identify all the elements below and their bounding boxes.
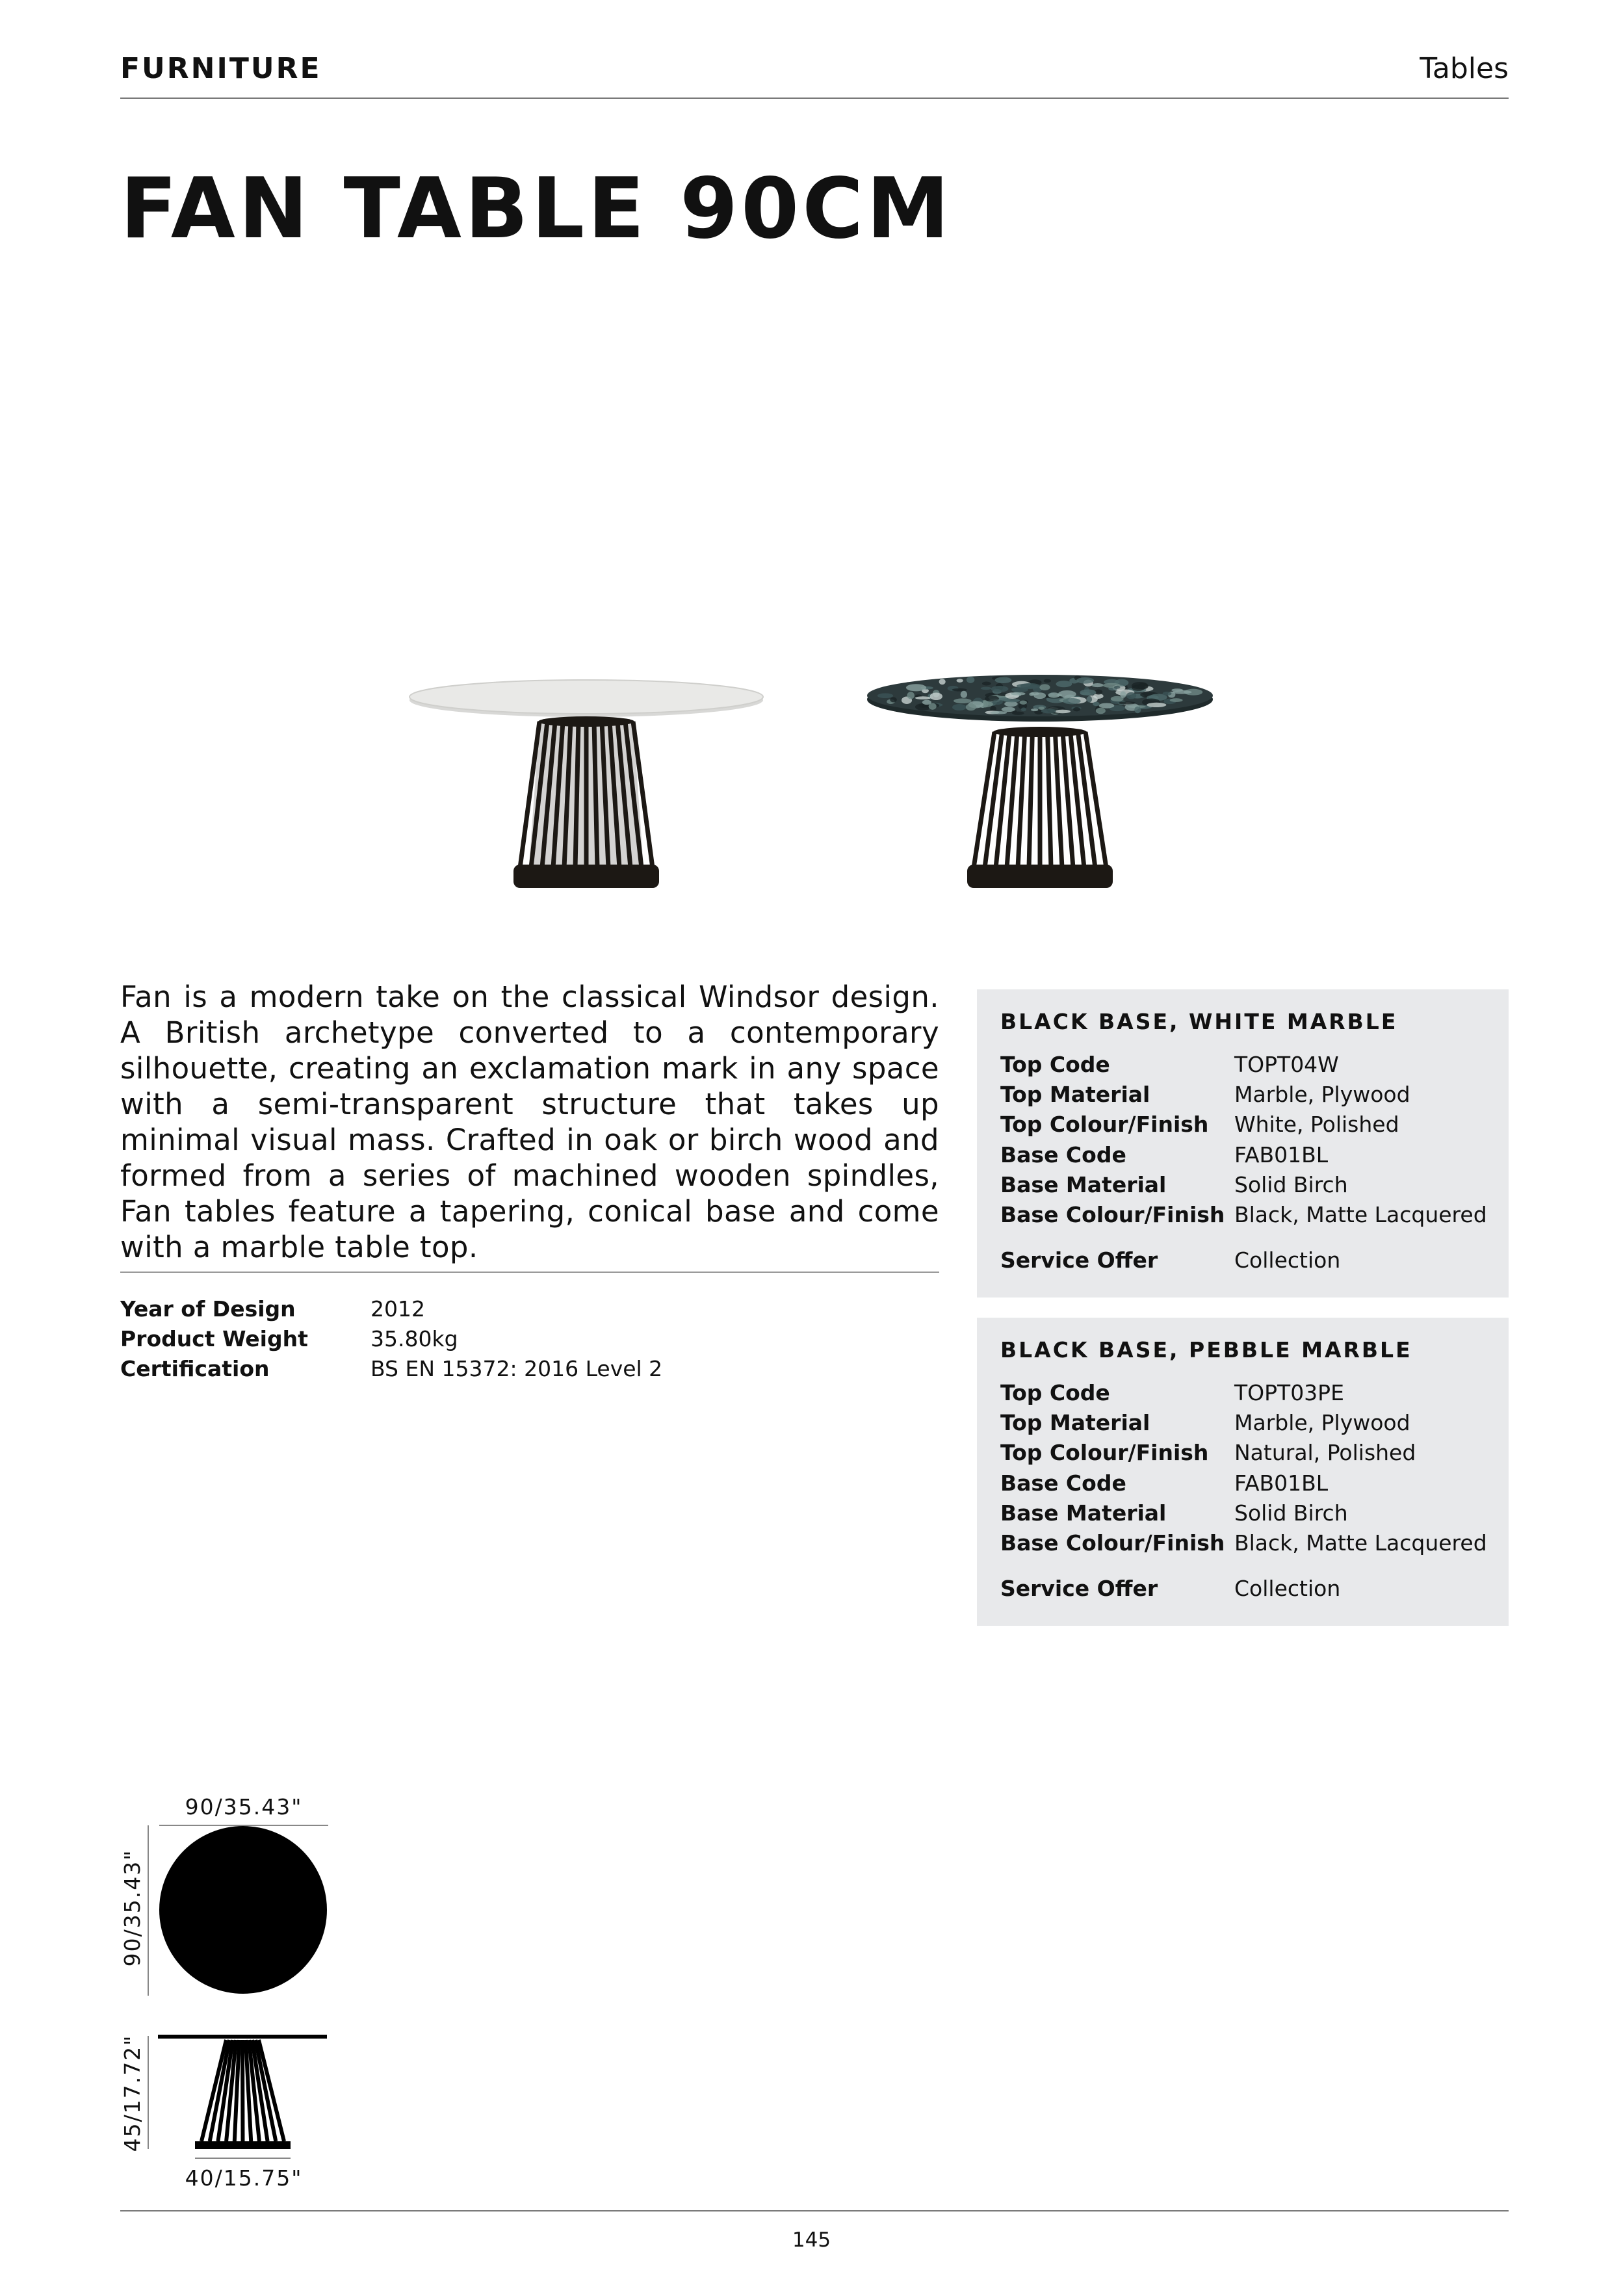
variant-title: BLACK BASE, WHITE MARBLE	[1000, 1009, 1398, 1034]
dimension-drawing	[110, 1794, 344, 2197]
service-value: Collection	[1234, 1576, 1341, 1602]
height-label: 45/17.72"	[120, 2034, 145, 2152]
variant-label: Top Material	[1000, 1409, 1150, 1435]
variant-title: BLACK BASE, PEBBLE MARBLE	[1000, 1337, 1412, 1363]
variant-value: White, Polished	[1234, 1112, 1399, 1138]
spec-value: BS EN 15372: 2016 Level 2	[370, 1355, 663, 1381]
variant-panel-white-marble	[977, 989, 1509, 1298]
variant-label: Base Code	[1000, 1470, 1126, 1496]
service-label: Service Offer	[1000, 1576, 1158, 1602]
divider	[120, 1272, 939, 1273]
side-view-base	[195, 2141, 291, 2149]
variant-value: Solid Birch	[1234, 1171, 1348, 1197]
top-width-label: 90/35.43"	[185, 1794, 303, 1820]
variant-label: Top Code	[1000, 1051, 1110, 1077]
variant-value: FAB01BL	[1234, 1141, 1329, 1168]
variant-label: Base Code	[1000, 1141, 1126, 1168]
variant-value: Marble, Plywood	[1234, 1081, 1410, 1107]
pebble-marble-table-image	[867, 675, 1213, 888]
variant-row	[1000, 1528, 1487, 1558]
spec-row	[120, 1324, 662, 1353]
variant-label: Top Colour/Finish	[1000, 1440, 1209, 1466]
variant-row	[1000, 1169, 1487, 1199]
top-view-circle	[159, 1826, 327, 1994]
service-label: Service Offer	[1000, 1247, 1158, 1273]
page-header	[120, 51, 1509, 99]
variant-label: Top Colour/Finish	[1000, 1112, 1209, 1138]
variant-table	[1000, 1049, 1487, 1275]
variant-row	[1000, 1079, 1487, 1109]
page-number: 145	[792, 2228, 831, 2252]
variant-row	[1000, 1377, 1487, 1407]
variant-panel-pebble-marble	[977, 1318, 1509, 1626]
base-width-label: 40/15.75"	[185, 2165, 303, 2191]
variant-row	[1000, 1498, 1487, 1528]
variant-label: Base Colour/Finish	[1000, 1530, 1225, 1556]
service-value: Collection	[1234, 1247, 1341, 1273]
variant-value: Black, Matte Lacquered	[1234, 1202, 1487, 1228]
service-row	[1000, 1230, 1487, 1275]
spec-row	[120, 1294, 662, 1324]
spec-table	[120, 1294, 662, 1383]
white-marble-table-image	[409, 680, 763, 888]
spec-label: Product Weight	[120, 1325, 308, 1351]
product-photos	[390, 670, 1235, 917]
variant-value: Black, Matte Lacquered	[1234, 1530, 1487, 1556]
spec-value: 35.80kg	[370, 1325, 458, 1351]
variant-table	[1000, 1377, 1487, 1604]
variant-label: Top Material	[1000, 1081, 1150, 1107]
variant-label: Base Material	[1000, 1500, 1167, 1526]
product-description: Fan is a modern take on the classical Windsor design. A British archetype converted to a contemporary silhouette, creating an exclamation mark in any space with a semi-transparent structure that takes up minimal visual mass. Crafted in oak or birch wood and formed from a series of machined wooden spindles, Fan tables feature a tapering, conical base and come with a marble table top.	[120, 980, 939, 1264]
section-label: FURNITURE	[120, 52, 322, 85]
footer-rule	[120, 2210, 1509, 2211]
variant-label: Top Code	[1000, 1379, 1110, 1405]
variant-row	[1000, 1110, 1487, 1140]
variant-row	[1000, 1468, 1487, 1498]
side-view-top	[158, 2035, 327, 2039]
spec-value: 2012	[370, 1296, 425, 1322]
variant-label: Base Material	[1000, 1171, 1167, 1197]
variant-row	[1000, 1438, 1487, 1468]
spec-label: Year of Design	[120, 1296, 296, 1322]
variant-value: Natural, Polished	[1234, 1440, 1416, 1466]
variant-value: TOPT03PE	[1234, 1379, 1344, 1405]
spec-label: Certification	[120, 1355, 270, 1381]
top-depth-label: 90/35.43"	[120, 1849, 145, 1967]
variant-value: Solid Birch	[1234, 1500, 1348, 1526]
service-row	[1000, 1558, 1487, 1604]
category-label: Tables	[1420, 52, 1509, 85]
variant-row	[1000, 1407, 1487, 1437]
variant-label: Base Colour/Finish	[1000, 1202, 1225, 1228]
variant-value: Marble, Plywood	[1234, 1409, 1410, 1435]
variant-row	[1000, 1140, 1487, 1169]
variant-value: FAB01BL	[1234, 1470, 1329, 1496]
variant-row	[1000, 1049, 1487, 1079]
page-title: FAN TABLE 90CM	[120, 161, 953, 257]
variant-value: TOPT04W	[1234, 1051, 1339, 1077]
spec-row	[120, 1353, 662, 1383]
variant-row	[1000, 1199, 1487, 1229]
